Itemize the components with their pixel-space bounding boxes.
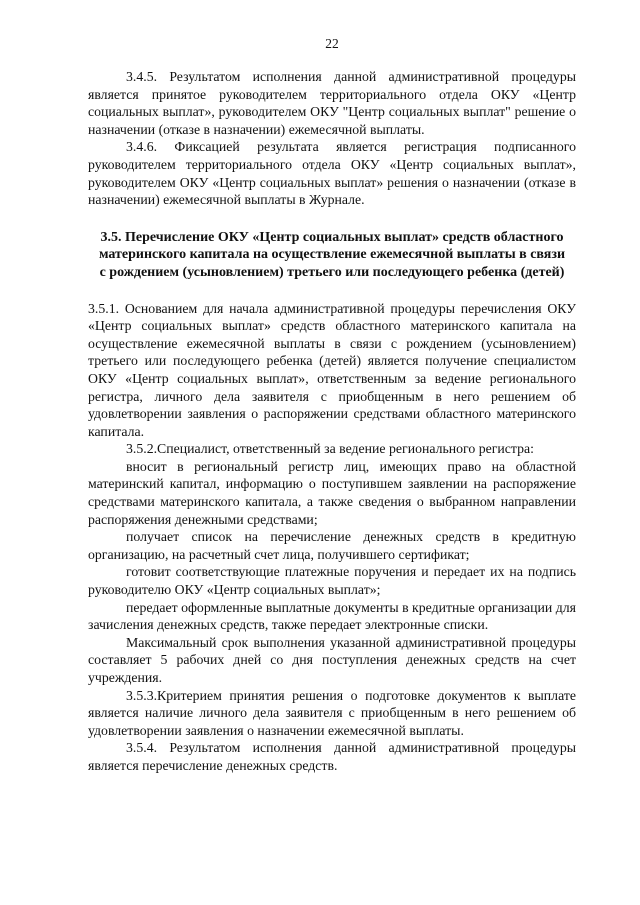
- paragraph-3-5-4: 3.5.4. Результатом исполнения данной административной процедуры является перечисление денежных средств.: [88, 740, 576, 773]
- paragraph-3-5-3: 3.5.3.Критерием принятия решения о подготовке документов к выплате является наличие личного дела заявителя с приобщенным в него решением об удовлетворении заявления о назначении ежемесячной выплаты.: [88, 687, 576, 738]
- list-item-receive-list: получает список на перечисление денежных средств в кредитную организацию, на расчетный счет лица, получившего сертификат;: [88, 529, 576, 562]
- paragraph-max-term: Максимальный срок выполнения указанной административной процедуры составляет 5 рабочих дней со дня поступления денежных средств на счет учреждения.: [88, 634, 576, 685]
- page-number: 22: [325, 36, 339, 51]
- list-item-transfer-documents: передает оформленные выплатные документы в кредитные организации для зачисления денежных средств, также передает электронные списки.: [88, 599, 577, 633]
- paragraph-3-4-6: 3.4.6. Фиксацией результата является регистрация подписанного руководителем территориального отдела ОКУ «Центр социальных выплат», руководителем ОКУ «Центр социальных выплат» решения о назначении (отказе в назначении) ежемесячной выплаты в Журнале.: [88, 139, 576, 208]
- list-item-payment-orders: готовит соответствующие платежные поручения и передает их на подпись руководителю ОКУ «Центр социальных выплат»;: [88, 564, 576, 598]
- paragraph-3-4-5: 3.4.5. Результатом исполнения данной административной процедуры является принятое руководителем территориального отдела ОКУ «Центр социальных выплат», руководителем ОКУ "Центр социальных выплат" решение о назначении (отказе в назначении) ежемесячной выплаты.: [88, 69, 576, 137]
- section-heading-3-5: 3.5. Перечисление ОКУ «Центр социальных выплат» средств областного материнского капитала на осуществление ежемесячной выплаты в связи с рождением (усыновлением) третьего или последующего ребенка (детей): [98, 229, 566, 280]
- list-item-register: вносит в региональный регистр лиц, имеющих право на областной материнский капитал, информацию о поступившем заявлении на распоряжение средствами материнского капитала, а также сведения о выбранном направлении распоряжения денежными средствами;: [88, 458, 576, 527]
- paragraph-3-5-1: 3.5.1. Основанием для начала административной процедуры перечисления ОКУ «Центр социальных выплат» средств областного материнского капитала на осуществление ежемесячной выплаты в связи с рождением (усыновлением) третьего или последующего ребенка (детей) является получение специалистом ОКУ «Центр социальных выплат», ответственным за ведение регионального регистра, личного дела заявителя с приобщенным в него решением об удовлетворении заявления о распоряжении средствами областного материнского капитала.: [88, 300, 576, 439]
- document-page: [88, 36, 576, 775]
- paragraph-3-5-2: 3.5.2.Специалист, ответственный за ведение регионального регистра:: [126, 441, 534, 457]
